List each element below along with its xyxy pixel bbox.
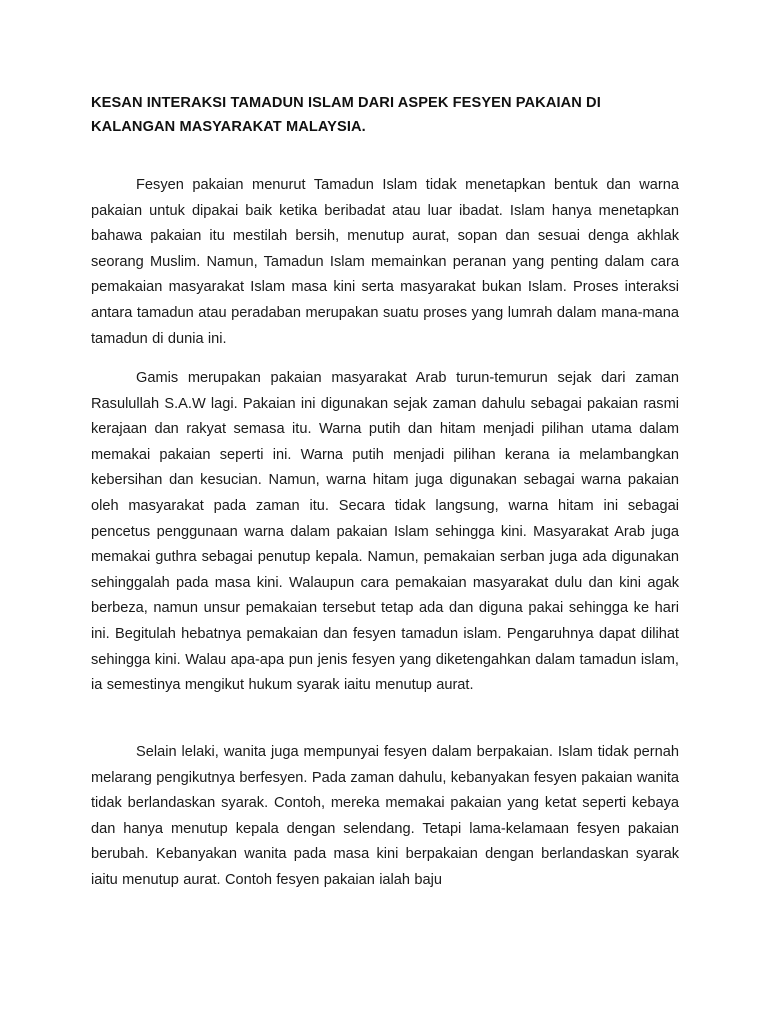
paragraph-gamis: Gamis merupakan pakaian masyarakat Arab turun-temurun sejak dari zaman Rasulullah S.A.W lagi. Pakaian ini digunakan sejak zaman dahulu sebagai pakaian rasmi kerajaan dan rakyat semasa itu. Warna putih dan hitam menjadi pilihan utama dalam memakai pakaian seperti ini. Warna putih menjadi pilihan kerana ia melambangkan kebersihan dan kesucian. Namun, warna hitam juga digunakan sebagai warna pakaian oleh masyarakat pada zaman itu. Secara tidak langsung, warna hitam ini sebagai pencetus penggunaan warna dalam pakaian Islam sehingga kini. Masyarakat Arab juga memakai guthra sebagai penutup kepala. Namun, pemakaian serban juga ada digunakan sehinggalah pada masa kini. Walaupun cara pemakaian masyarakat dulu dan kini agak berbeza, namun unsur pemakaian tersebut tetap ada dan diguna pakai sehingga ke hari ini. Begitulah hebatnya pemakaian dan fesyen tamadun islam. Pengaruhnya dapat dilihat sehingga kini. Walau apa-apa pun jenis fesyen yang diketengahkan dalam tamadun islam, ia semestinya mengikut hukum syarak iaitu menutup aurat. — [91, 370, 679, 694]
paragraph-fesyen-pakaian: Fesyen pakaian menurut Tamadun Islam tidak menetapkan bentuk dan warna pakaian untuk dipakai baik ketika beribadat atau luar ibadat. Islam hanya menetapkan bahawa pakaian itu mestilah bersih, menutup aurat, sopan dan sesuai denga akhlak seorang Muslim. Namun, Tamadun Islam memainkan peranan yang penting dalam cara pemakaian masyarakat Islam masa kini serta masyarakat bukan Islam. Proses interaksi antara tamadun atau peradaban merupakan suatu proses yang lumrah dalam mana-mana tamadun di dunia ini. — [91, 177, 679, 347]
paragraph-fesyen-wanita: Selain lelaki, wanita juga mempunyai fesyen dalam berpakaian. Islam tidak pernah melarang pengikutnya berfesyen. Pada zaman dahulu, kebanyakan fesyen pakaian wanita tidak berlandaskan syarak. Contoh, mereka memakai pakaian yang ketat seperti kebaya dan hanya menutup kepala dengan selendang. Tetapi lama-kelamaan fesyen pakaian berubah. Kebanyakan wanita pada masa kini berpakaian dengan berlandaskan syarak iaitu menutup aurat. Contoh fesyen pakaian ialah baju — [91, 744, 679, 888]
document-title: KESAN INTERAKSI TAMADUN ISLAM DARI ASPEK FESYEN PAKAIAN DI KALANGAN MASYARAKAT MALAYSIA. — [91, 95, 601, 135]
